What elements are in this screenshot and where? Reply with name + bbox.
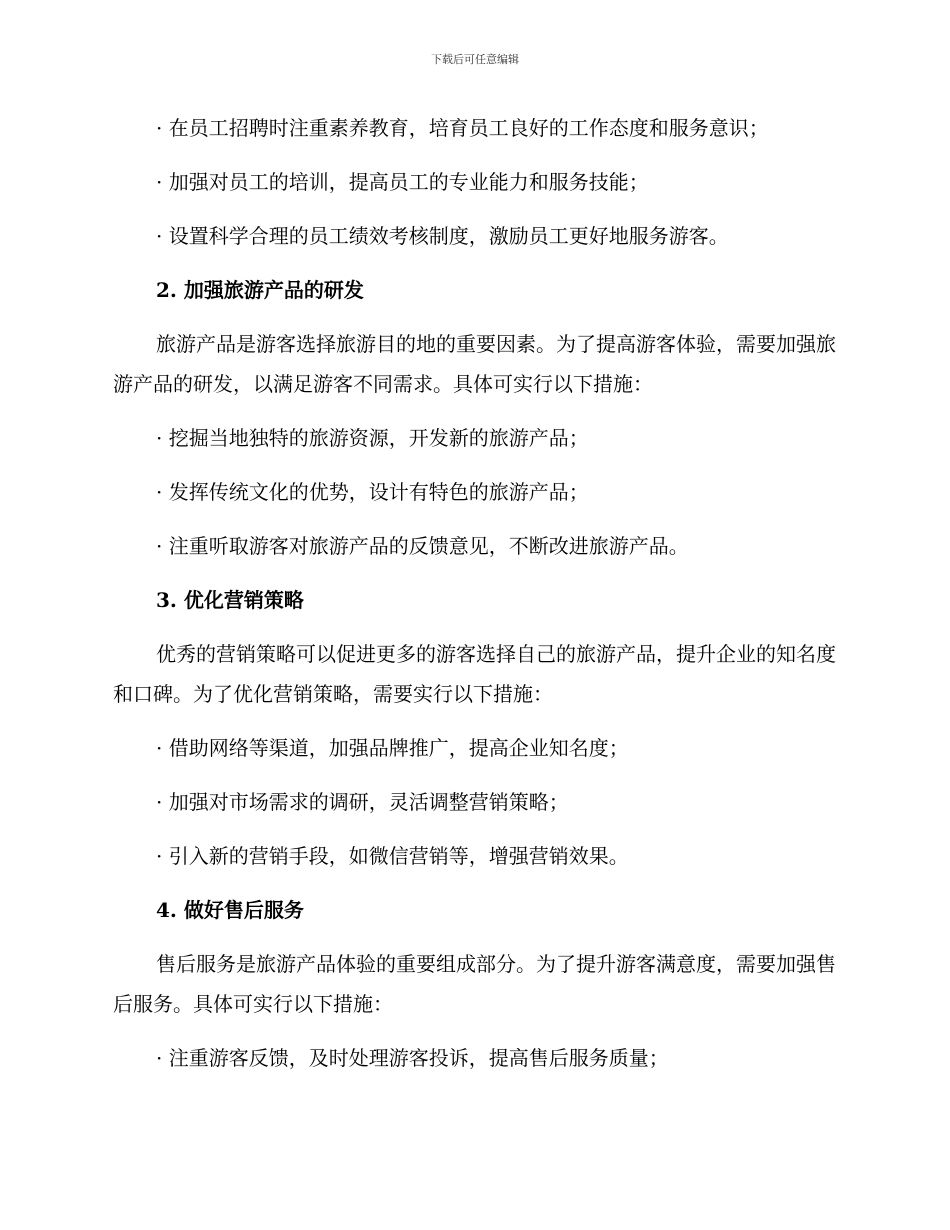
bullet-recruitment: · 在员工招聘时注重素养教育，培育员工良好的工作态度和服务意识；: [156, 116, 769, 140]
paragraph-after-sales: 售后服务是旅游产品体验的重要组成部分。为了提升游客满意度，需要加强售后服务。具体可实行以下措施：: [113, 952, 836, 1016]
paragraph-product-rd: 旅游产品是游客选择旅游目的地的重要因素。为了提高游客体验，需要加强旅游产品的研发，以满足游客不同需求。具体可实行以下措施：: [113, 332, 836, 396]
page-header: 下载后可任意编辑: [431, 53, 519, 66]
bullet-market-research: · 加强对市场需求的调研，灵活调整营销策略；: [156, 790, 569, 814]
bullet-performance-review: · 设置科学合理的员工绩效考核制度，激励员工更好地服务游客。: [156, 224, 729, 248]
bullet-complaints: · 注重游客反馈，及时处理游客投诉，提高售后服务质量；: [156, 1046, 669, 1070]
bullet-new-marketing: · 引入新的营销手段，如微信营销等，增强营销效果。: [156, 844, 629, 868]
document-body: [113, 108, 837, 1092]
bullet-training: · 加强对员工的培训，提高员工的专业能力和服务技能；: [156, 170, 649, 194]
bullet-local-resources: · 挖掘当地独特的旅游资源，开发新的旅游产品；: [156, 426, 589, 450]
section-heading-marketing: 3. 优化营销策略: [156, 588, 304, 612]
bullet-brand-promotion: · 借助网络等渠道，加强品牌推广，提高企业知名度；: [156, 736, 629, 760]
paragraph-marketing: 优秀的营销策略可以促进更多的游客选择自己的旅游产品，提升企业的知名度和口碑。为了优化营销策略，需要实行以下措施：: [113, 642, 836, 706]
section-heading-product-rd: 2. 加强旅游产品的研发: [156, 278, 364, 302]
bullet-traditional-culture: · 发挥传统文化的优势，设计有特色的旅游产品；: [156, 480, 589, 504]
bullet-feedback: · 注重听取游客对旅游产品的反馈意见，不断改进旅游产品。: [156, 534, 689, 558]
section-heading-after-sales: 4. 做好售后服务: [156, 898, 304, 922]
